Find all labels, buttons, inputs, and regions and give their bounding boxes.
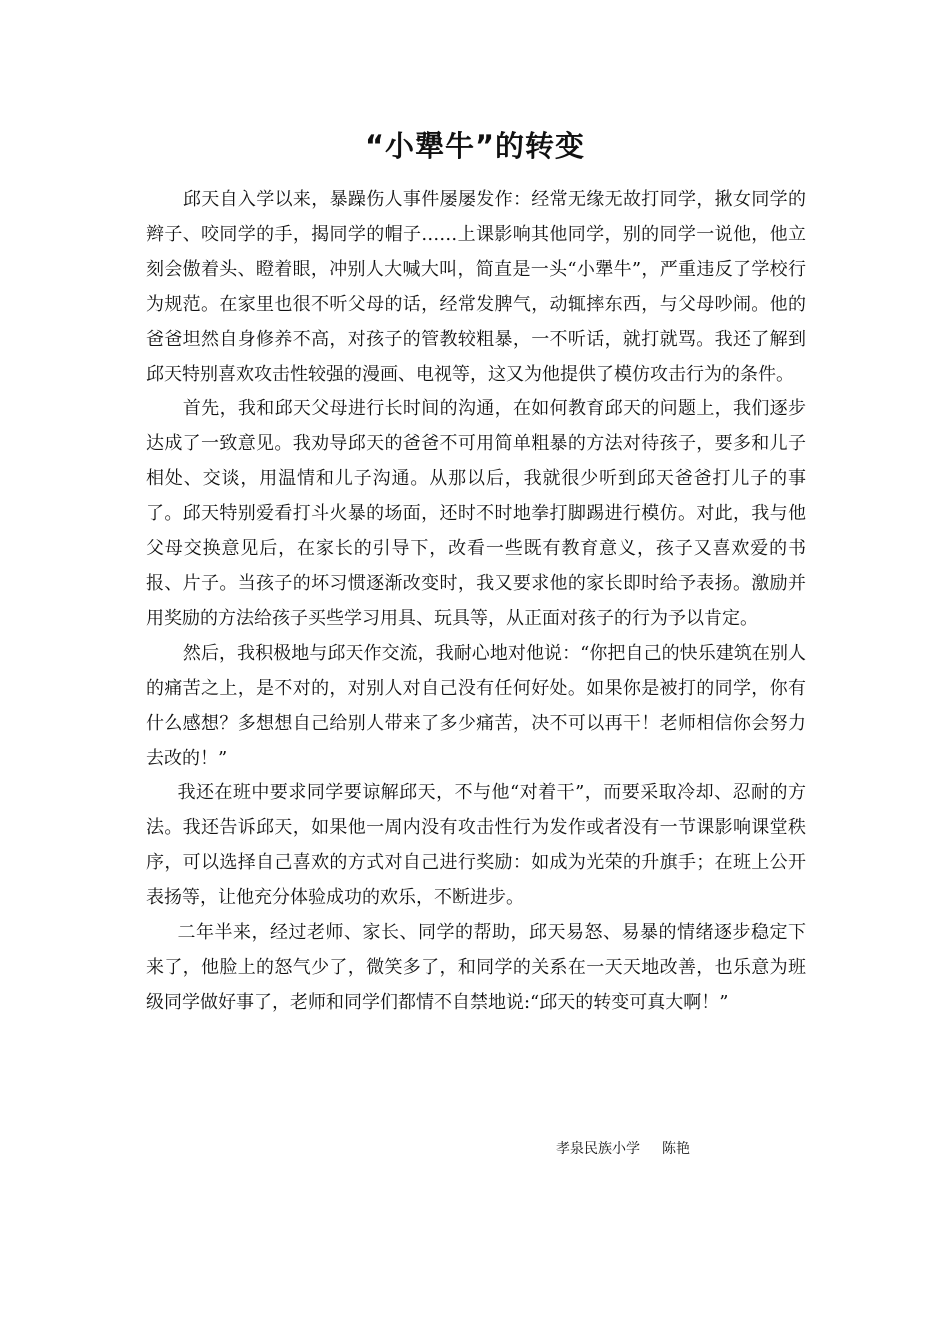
article-body [146, 183, 806, 1021]
paragraph-3: 然后，我积极地与邱天作交流，我耐心地对他说：“你把自己的快乐建筑在别人的痛苦之上，是不对的，对别人对自己没有任何好处。如果你是被打的同学，你有什么感想？多想想自己给别人带来了多少痛苦，决不可以再干！老师相信你会努力去改的！” [146, 642, 806, 769]
author-signature [556, 1139, 806, 1159]
paragraph-2: 首先，我和邱天父母进行长时间的沟通，在如何教育邱天的问题上，我们逐步达成了一致意见。我劝导邱天的爸爸不可用简单粗暴的方法对待孩子，要多和儿子相处、交谈，用温情和儿子沟通。从那以后，我就很少听到邱天爸爸打儿子的事了。邱天特别爱看打斗火暴的场面，还时不时地拳打脚踢进行模仿。对此，我与他父母交换意见后，在家长的引导下，改看一些既有教育意义，孩子又喜欢爱的书报、片子。当孩子的坏习惯逐渐改变时，我又要求他的家长即时给予表扬。激励并用奖励的方法给孩子买些学习用具、玩具等，从正面对孩子的行为予以肯定。 [146, 398, 806, 629]
signature-school: 孝泉民族小学 [556, 1141, 640, 1157]
paragraph-5: 二年半来，经过老师、家长、同学的帮助，邱天易怒、易暴的情绪逐步稳定下来了，他脸上的怒气少了，微笑多了，和同学的关系在一天天地改善，也乐意为班级同学做好事了，老师和同学们都情不自禁地说:“邱天的转变可真大啊！” [146, 922, 806, 1013]
document-title: “小犟牛”的转变 [364, 129, 586, 163]
paragraph-4: 我还在班中要求同学要谅解邱天，不与他“对着干”，而要采取冷却、忍耐的方法。我还告诉邱天，如果他一周内没有攻击性行为发作或者没有一节课影响课堂秩序，可以选择自己喜欢的方式对自己进行奖励：如成为光荣的升旗手；在班上公开表扬等，让他充分体验成功的欢乐，不断进步。 [146, 782, 806, 909]
paragraph-1: 邱天自入学以来，暴躁伤人事件屡屡发作：经常无缘无故打同学，揪女同学的辫子、咬同学的手，揭同学的帽子……上课影响其他同学，别的同学一说他，他立刻会傲着头、瞪着眼，冲别人大喊大叫，简直是一头“小犟牛”，严重违反了学校行为规范。在家里也很不听父母的话，经常发脾气，动辄摔东西，与父母吵闹。他的爸爸坦然自身修养不高，对孩子的管教较粗暴，一不听话，就打就骂。我还了解到邱天特别喜欢攻击性较强的漫画、电视等，这又为他提供了模仿攻击行为的条件。 [146, 189, 806, 385]
signature-author: 陈艳 [662, 1141, 690, 1157]
